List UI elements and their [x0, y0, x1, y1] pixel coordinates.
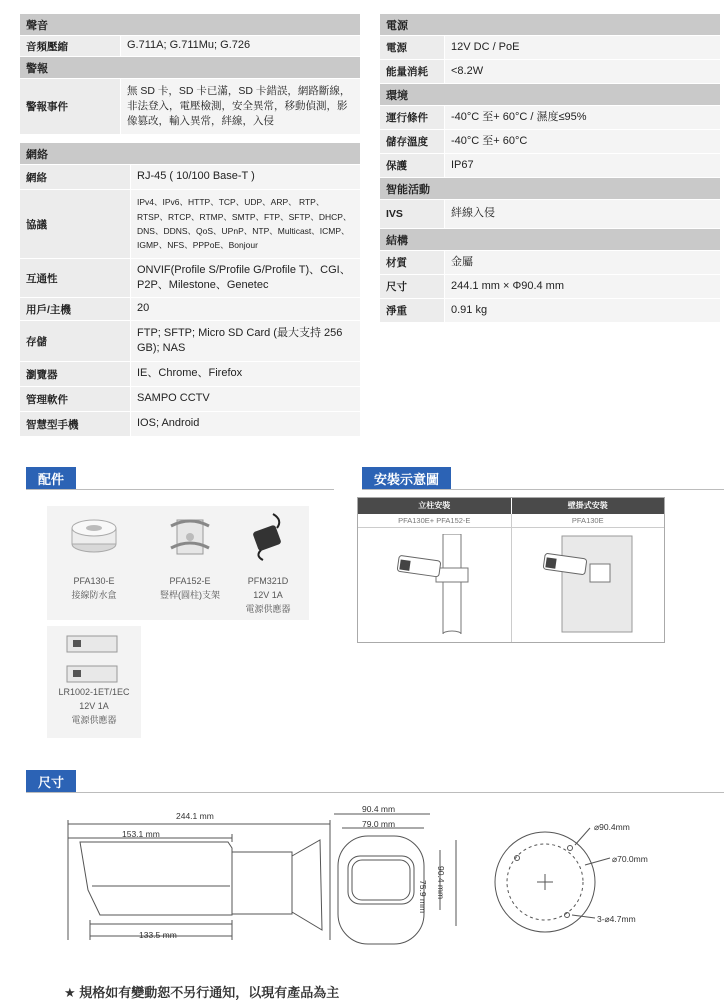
- spec-row-material: 材質 金屬: [380, 251, 720, 274]
- wall-mount-illustration: [540, 534, 640, 634]
- dim-front-width: 90.4 mm: [362, 804, 396, 814]
- dim-hole-circle: ⌀70.0mm: [612, 854, 648, 864]
- install-wall-models: PFA130E: [511, 514, 665, 528]
- spec-row-weight: 淨重 0.91 kg: [380, 299, 720, 322]
- spec-table-right: [380, 14, 720, 323]
- spec-row-protection: 保護 IP67: [380, 154, 720, 177]
- spec-row-dimensions: 尺寸 244.1 mm × Φ90.4 mm: [380, 275, 720, 298]
- spec-row-audio-compression: 音頻壓縮 G.711A; G.711Mu; G.726: [20, 36, 360, 56]
- install-diagram: [357, 497, 665, 643]
- install-pole-models: PFA130E+ PFA152-E: [358, 514, 511, 528]
- spec-row-smartphone: 智慧型手機 IOS; Android: [20, 412, 360, 436]
- accessories-title: 配件: [26, 467, 76, 489]
- pole-mount-illustration: [388, 534, 498, 634]
- dim-height-inner: 75.9 mm: [418, 880, 428, 914]
- dim-height-outer: 90.4 mm: [436, 866, 446, 900]
- spec-row-management-software: 管理軟件 SAMPO CCTV: [20, 387, 360, 411]
- spec-row-users: 用戶/主機 20: [20, 298, 360, 320]
- accessory-pfa152e: PFA152-E 豎桿(圓柱)支架: [160, 576, 220, 600]
- accessories-panel: [47, 506, 309, 620]
- base-view: [495, 828, 610, 932]
- accessory-lr1002: LR1002-1ET/1EC 12V 1A 電源供應器: [58, 687, 130, 725]
- spec-row-interoperability: 互通性 ONVIF(Profile S/Profile G/Profile T)、CGI、P2P、Milestone、Genetec: [20, 259, 360, 297]
- section-header-network: 網絡: [20, 143, 360, 164]
- divider: [26, 792, 724, 793]
- spec-table-left: [20, 14, 360, 437]
- side-view: [68, 820, 330, 940]
- accessory-panel-lr1002: [47, 626, 141, 738]
- poe-extender-icon: [63, 632, 123, 688]
- section-header-smart-event: 智能活動: [380, 178, 720, 199]
- spec-row-protocol: 協議 IPv4、IPv6、HTTP、TCP、UDP、ARP、 RTP、RTSP、RTCP、RTMP、SMTP、FTP、SFTP、DHCP、 DNS、DDNS、QoS、UPnP、NTP、Multicast、ICMP、 IGMP、NFS、PPPoE、Bonjour: [20, 190, 360, 258]
- spec-row-operating-conditions: 運行條件 -40°C 至+ 60°C / 濕度≤95%: [380, 106, 720, 129]
- footer-note: ★ 規格如有變動恕不另行通知，以現有產品為主: [64, 985, 340, 1000]
- dim-base-diameter: ⌀90.4mm: [594, 822, 630, 832]
- spec-row-storage: 存儲 FTP; SFTP; Micro SD Card (最大支持 256 GB); NAS: [20, 321, 360, 361]
- spec-row-storage-temp: 儲存溫度 -40°C 至+ 60°C: [380, 130, 720, 153]
- install-pole-title: 立柱安裝: [358, 498, 511, 514]
- pole-bracket-icon: [167, 512, 213, 562]
- power-adapter-icon: [247, 510, 291, 562]
- spec-row-power: 電源 12V DC / PoE: [380, 36, 720, 59]
- dim-lens-width: 79.0 mm: [362, 819, 396, 829]
- section-header-structure: 結構: [380, 229, 720, 250]
- install-title: 安裝示意圖: [362, 467, 451, 489]
- spec-row-power-consumption: 能量消耗 <8.2W: [380, 60, 720, 83]
- dim-base-length: 133.5 mm: [139, 930, 177, 940]
- dim-body-length: 153.1 mm: [122, 829, 160, 839]
- section-header-power: 電源: [380, 14, 720, 35]
- junction-box-icon: [69, 514, 119, 558]
- install-wall-title: 壁掛式安裝: [512, 498, 665, 514]
- dim-holes: 3-⌀4.7mm: [597, 914, 636, 924]
- section-header-alarm: 警報: [20, 57, 360, 78]
- spec-row-network: 網絡 RJ-45 ( 10/100 Base-T ): [20, 165, 360, 189]
- spec-row-ivs: IVS 絆線入侵: [380, 200, 720, 228]
- section-header-environment: 環境: [380, 84, 720, 105]
- accessory-pfa130e: PFA130-E 接線防水盒: [71, 576, 117, 600]
- spec-row-alarm-events: 警報事件 無 SD 卡，SD 卡已滿，SD 卡錯誤，網路斷線，非法登入，電壓檢測，安全異常，移動偵測，影 像篡改，輸入異常，絆線，入侵: [20, 79, 360, 134]
- section-header-audio: 聲音: [20, 14, 360, 35]
- divider: [362, 489, 724, 490]
- divider: [26, 489, 334, 490]
- dim-total-length: 244.1 mm: [176, 811, 214, 821]
- accessory-pfm321d: PFM321D 12V 1A 電源供應器: [245, 576, 291, 614]
- dimensions-title: 尺寸: [26, 770, 76, 792]
- spec-row-browser: 瀏覽器 IE、Chrome、Firefox: [20, 362, 360, 386]
